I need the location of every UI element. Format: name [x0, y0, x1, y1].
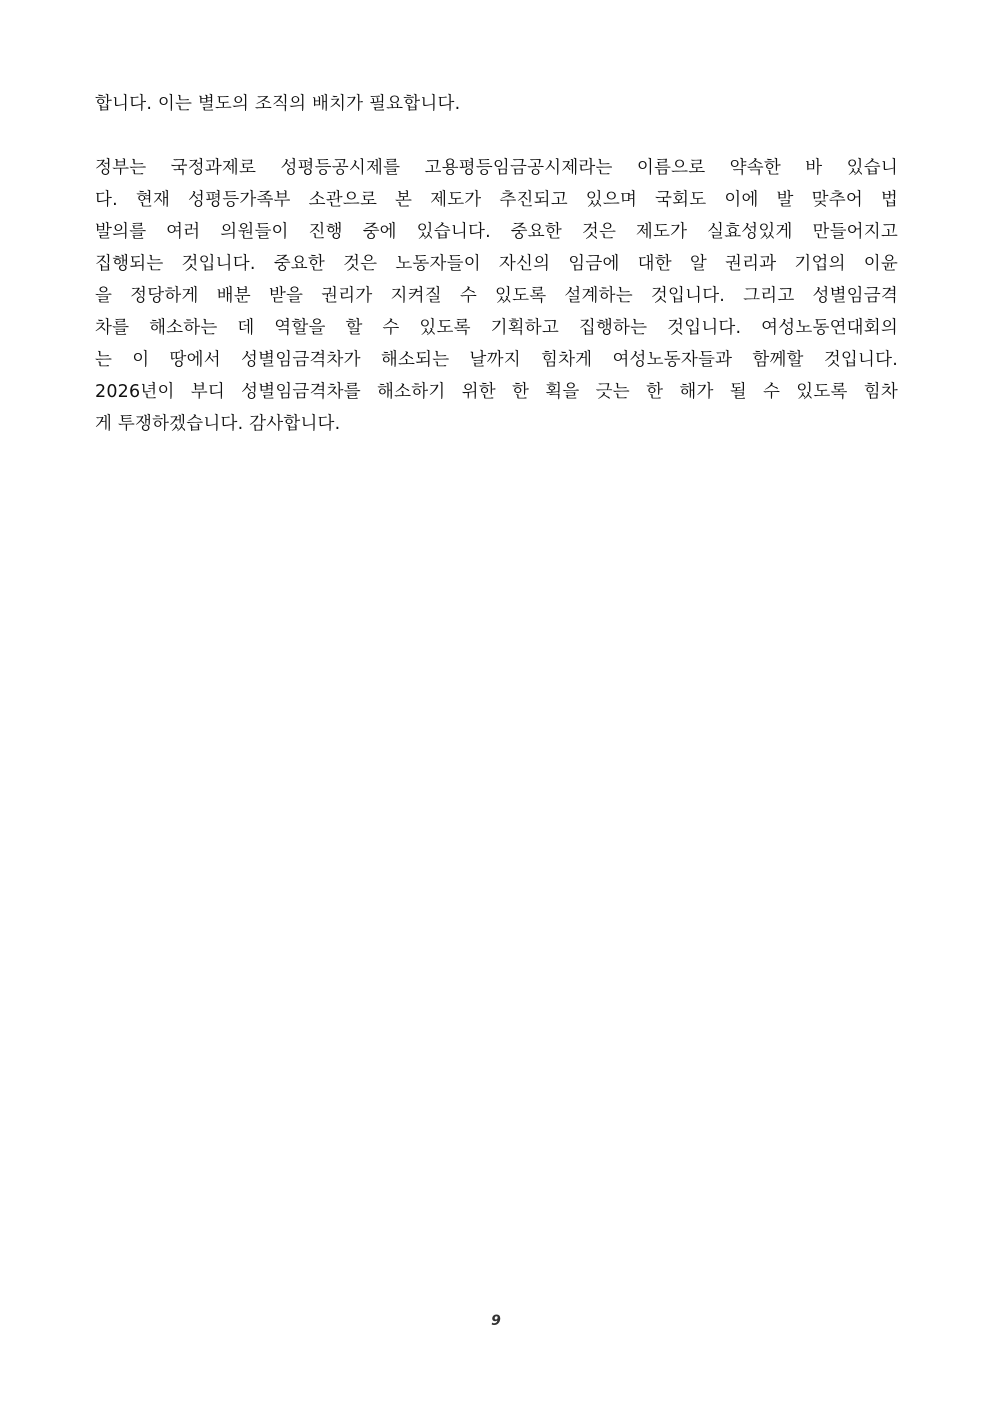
paragraph-line: 집행되는 것입니다. 중요한 것은 노동자들이 자신의 임금에 대한 알 권리과 기업의 이윤 [95, 254, 898, 274]
paragraph-line: 2026년이 부디 성별임금격차를 해소하기 위한 한 획을 긋는 한 해가 될 수 있도록 힘차 [95, 382, 898, 402]
paragraph-line: 차를 해소하는 데 역할을 할 수 있도록 기획하고 집행하는 것입니다. 여성노동연대회의 [95, 318, 898, 338]
paragraph-line: 는 이 땅에서 성별임금격차가 해소되는 날까지 힘차게 여성노동자들과 함께할 것입니다. [95, 350, 898, 370]
paragraph-line: 을 정당하게 배분 받을 권리가 지켜질 수 있도록 설계하는 것입니다. 그리고 성별임금격 [95, 286, 898, 306]
page-number: 9 [491, 1313, 501, 1329]
paragraph-line: 합니다. 이는 별도의 조직의 배치가 필요합니다. [95, 94, 461, 114]
paragraph-line: 정부는 국정과제로 성평등공시제를 고용평등임금공시제라는 이름으로 약속한 바 있습니 [95, 158, 898, 178]
paragraph-line: 발의를 여러 의원들이 진행 중에 있습니다. 중요한 것은 제도가 실효성있게 만들어지고 [95, 222, 898, 242]
paragraph-line: 게 투쟁하겠습니다. 감사합니다. [95, 414, 341, 434]
paragraph-2 [95, 152, 898, 440]
paragraph-1 [95, 88, 898, 120]
paragraph-line: 다. 현재 성평등가족부 소관으로 본 제도가 추진되고 있으며 국회도 이에 발 맞추어 법 [95, 190, 898, 210]
